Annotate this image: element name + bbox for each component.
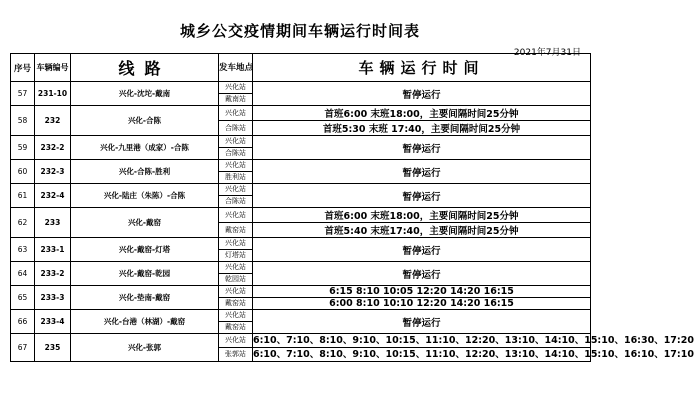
row-vehicle-number: 235 (35, 334, 71, 362)
row-station: 兴化站 (219, 82, 253, 94)
table-row (11, 160, 591, 172)
row-run-time: 首班5:40 末班17:40，主要间隔时间25分钟 (253, 223, 591, 238)
row-station: 兴化站 (219, 136, 253, 148)
row-station: 合陈站 (219, 196, 253, 208)
row-run-time: 首班5:30 末班 17:40，主要间隔时间25分钟 (253, 121, 591, 136)
row-vehicle-number: 233-2 (35, 262, 71, 286)
table-row (11, 286, 591, 298)
row-station: 兴化站 (219, 106, 253, 121)
row-vehicle-number: 232-4 (35, 184, 71, 208)
row-run-time: 首班6:00 末班18:00，主要间隔时间25分钟 (253, 208, 591, 223)
row-route: 兴化-戴窑-乾园 (71, 262, 219, 286)
row-vehicle-number: 233-1 (35, 238, 71, 262)
table-row (11, 262, 591, 274)
row-run-time: 6:15 8:10 10:05 12:20 14:20 16:15 (253, 286, 591, 298)
table-row (11, 334, 591, 348)
row-vehicle-number: 232 (35, 106, 71, 136)
row-route: 兴化-张郭 (71, 334, 219, 362)
row-seq: 59 (11, 136, 35, 160)
header-vehicle-number: 车辆编号 (35, 54, 71, 82)
row-seq: 66 (11, 310, 35, 334)
header-seq: 序号 (11, 54, 35, 82)
header-row (11, 54, 591, 82)
header-run-time: 车辆运行时间 (253, 54, 591, 82)
row-vehicle-number: 232-2 (35, 136, 71, 160)
row-run-time: 暂停运行 (253, 310, 591, 334)
row-run-time: 暂停运行 (253, 184, 591, 208)
row-route: 兴化-陆庄（朱陈）-合陈 (71, 184, 219, 208)
row-run-time: 暂停运行 (253, 82, 591, 106)
row-seq: 60 (11, 160, 35, 184)
row-route: 兴化-合陈-胜利 (71, 160, 219, 184)
row-station: 合陈站 (219, 121, 253, 136)
table-row (11, 106, 591, 121)
row-vehicle-number: 233-3 (35, 286, 71, 310)
row-seq: 58 (11, 106, 35, 136)
row-vehicle-number: 232-3 (35, 160, 71, 184)
table-row (11, 238, 591, 250)
row-station: 兴化站 (219, 262, 253, 274)
row-station: 兴化站 (219, 208, 253, 223)
row-run-time: 首班6:00 末班18:00，主要间隔时间25分钟 (253, 106, 591, 121)
row-station: 兴化站 (219, 310, 253, 322)
row-station: 兴化站 (219, 334, 253, 348)
row-route: 兴化-沈坨-戴南 (71, 82, 219, 106)
row-station: 戴窑站 (219, 322, 253, 334)
row-station: 兴化站 (219, 160, 253, 172)
row-station: 乾园站 (219, 274, 253, 286)
report-date: 2021年7月31日 (513, 48, 581, 58)
row-vehicle-number: 231-10 (35, 82, 71, 106)
row-station: 戴南站 (219, 94, 253, 106)
table-row (11, 310, 591, 322)
row-seq: 61 (11, 184, 35, 208)
row-route: 兴化-台港（林湖）-戴窑 (71, 310, 219, 334)
row-route: 兴化-垫南-戴窑 (71, 286, 219, 310)
row-run-time: 暂停运行 (253, 136, 591, 160)
row-seq: 63 (11, 238, 35, 262)
table-row (11, 82, 591, 94)
row-seq: 65 (11, 286, 35, 310)
row-route: 兴化-戴窑-灯塔 (71, 238, 219, 262)
row-seq: 67 (11, 334, 35, 362)
row-station: 戴窑站 (219, 298, 253, 310)
row-vehicle-number: 233-4 (35, 310, 71, 334)
row-route: 兴化-合陈 (71, 106, 219, 136)
row-seq: 62 (11, 208, 35, 238)
row-seq: 64 (11, 262, 35, 286)
row-run-time: 暂停运行 (253, 238, 591, 262)
row-run-time: 6:10、7:10、8:10、9:10、10:15、11:10、12:20、13:10、14:10、15:10、16:10、17:10 (253, 349, 694, 360)
row-station: 灯塔站 (219, 250, 253, 262)
row-run-time: 6:10、7:10、8:10、9:10、10:15、11:10、12:20、13:10、14:10、15:10、16:30、17:20 (253, 335, 694, 346)
row-station: 戴窑站 (219, 223, 253, 238)
table-row (11, 208, 591, 223)
schedule-table (10, 53, 694, 362)
page-title: 城乡公交疫情期间车辆运行时间表 (179, 22, 420, 40)
header-departure-station: 发车地点 (219, 54, 253, 82)
row-station: 兴化站 (219, 238, 253, 250)
row-route: 兴化-九里港（成家）-合陈 (71, 136, 219, 160)
row-station: 合陈站 (219, 148, 253, 160)
row-vehicle-number: 233 (35, 208, 71, 238)
table-row (11, 136, 591, 148)
row-station: 兴化站 (219, 184, 253, 196)
row-station: 胜利站 (219, 172, 253, 184)
table-row (11, 184, 591, 196)
row-seq: 57 (11, 82, 35, 106)
row-run-time: 暂停运行 (253, 160, 591, 184)
row-station: 张郭站 (219, 348, 253, 362)
row-station: 兴化站 (219, 286, 253, 298)
row-route: 兴化-戴窑 (71, 208, 219, 238)
row-run-time: 暂停运行 (253, 262, 591, 286)
header-route: 线路 (71, 54, 219, 82)
row-run-time: 6:00 8:10 10:10 12:20 14:20 16:15 (253, 298, 591, 310)
